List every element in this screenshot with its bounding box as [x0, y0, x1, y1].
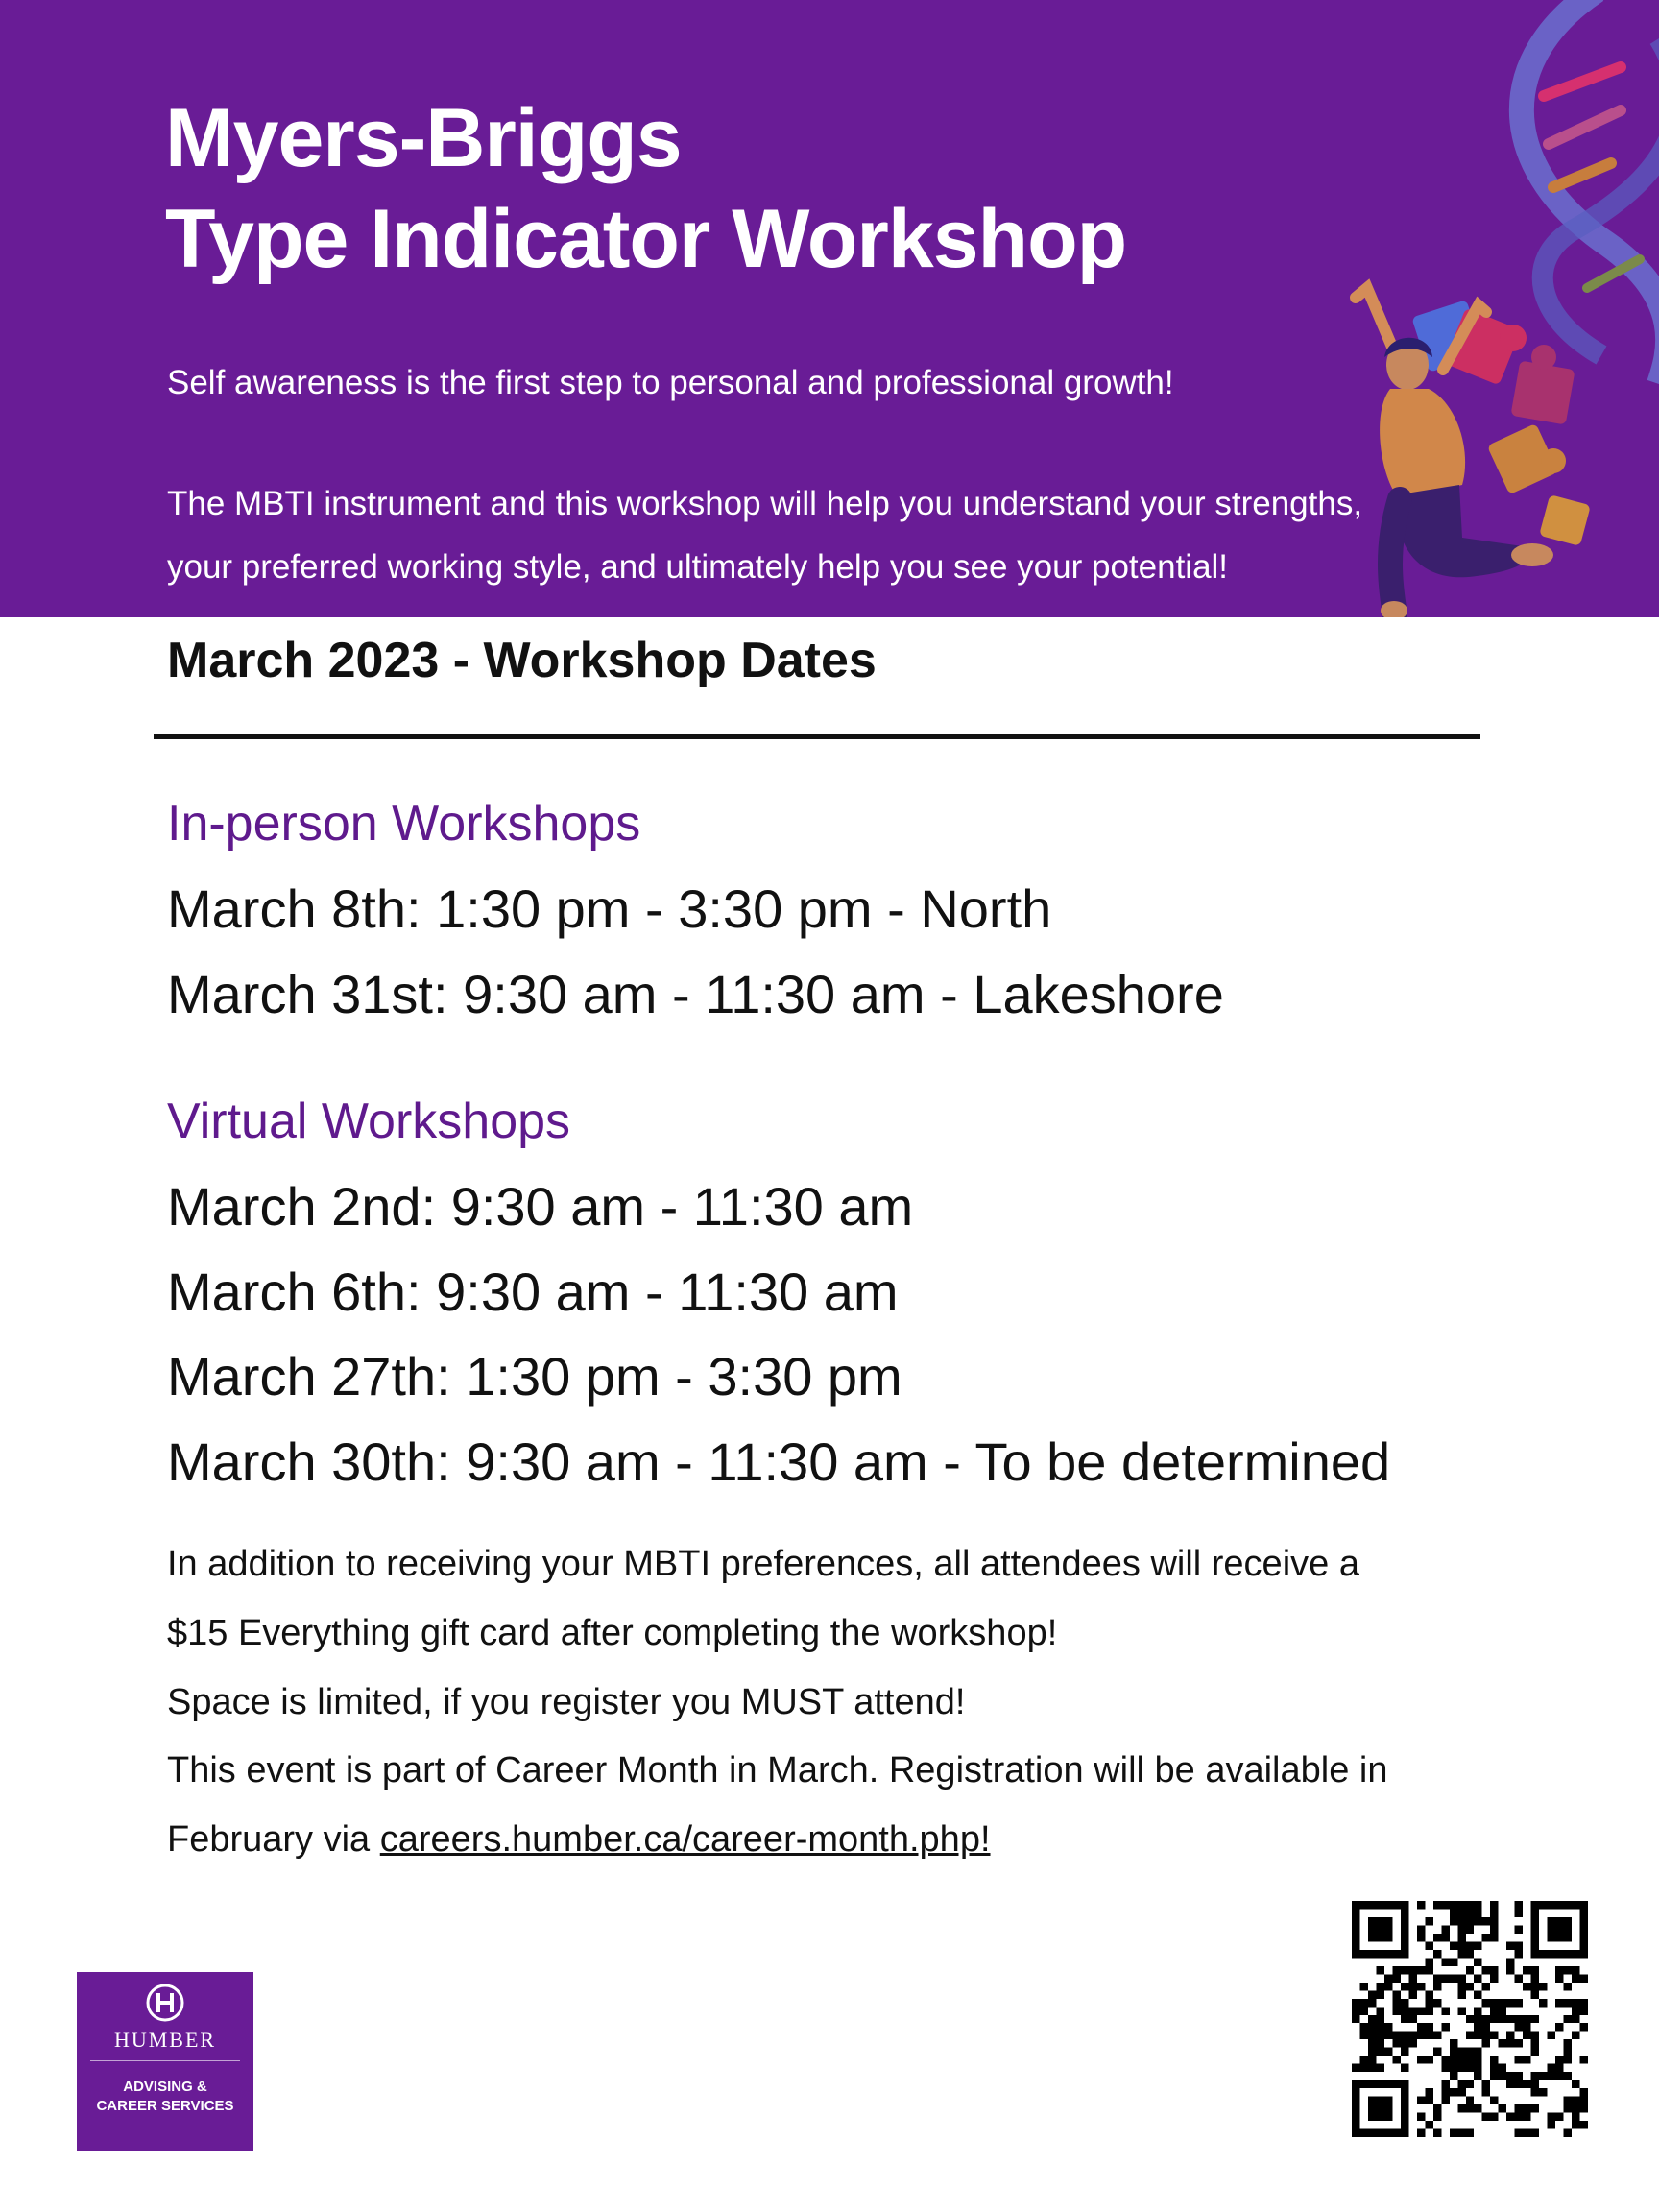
section-divider: [154, 734, 1480, 739]
details-line-3: Space is limited, if you register you MUST attend!: [167, 1682, 966, 1722]
puzzle-illustration: [1256, 0, 1659, 617]
logo-subtitle-line-2: CAREER SERVICES: [96, 2098, 234, 2115]
details-line-4: This event is part of Career Month in March. Registration will be available in: [167, 1750, 1388, 1791]
description-line-1: The MBTI instrument and this workshop will help you understand your strengths,: [167, 485, 1363, 522]
in-person-title: In-person Workshops: [167, 796, 641, 852]
title-line-1: Myers-Briggs: [165, 92, 682, 184]
session-item: March 8th: 1:30 pm - 3:30 pm - North: [167, 878, 1052, 939]
virtual-title: Virtual Workshops: [167, 1094, 571, 1149]
session-item: March 27th: 1:30 pm - 3:30 pm: [167, 1346, 902, 1407]
session-item: March 30th: 9:30 am - 11:30 am - To be determined: [167, 1431, 1391, 1492]
dates-heading: March 2023 - Workshop Dates: [167, 633, 877, 688]
logo-divider: [90, 2060, 240, 2061]
logo-subtitle-line-1: ADVISING &: [123, 2079, 207, 2095]
title-line-2: Type Indicator Workshop: [165, 192, 1127, 285]
header-banner: [0, 0, 1659, 617]
session-item: March 31st: 9:30 am - 11:30 am - Lakeshore: [167, 964, 1224, 1024]
registration-link[interactable]: careers.humber.ca/career-month.php!: [379, 1819, 991, 1860]
logo-name: HUMBER: [113, 2028, 217, 2052]
details-line-5-prefix: February via: [167, 1819, 380, 1860]
details-line-2: $15 Everything gift card after completing the workshop!: [167, 1613, 1058, 1653]
details-line-5: [167, 1819, 991, 1861]
description-line-2: your preferred working style, and ultimately help you see your potential!: [167, 548, 1229, 586]
humber-h-icon: [146, 1984, 184, 2022]
qr-code[interactable]: [1352, 1901, 1588, 2137]
session-item: March 2nd: 9:30 am - 11:30 am: [167, 1176, 914, 1237]
details-line-1: In addition to receiving your MBTI preferences, all attendees will receive a: [167, 1544, 1359, 1584]
logo-subtitle: [77, 2078, 253, 2117]
humber-logo: [77, 1972, 253, 2151]
page-title: [165, 88, 1126, 290]
tagline: Self awareness is the first step to personal and professional growth!: [167, 364, 1174, 401]
session-item: March 6th: 9:30 am - 11:30 am: [167, 1262, 899, 1322]
